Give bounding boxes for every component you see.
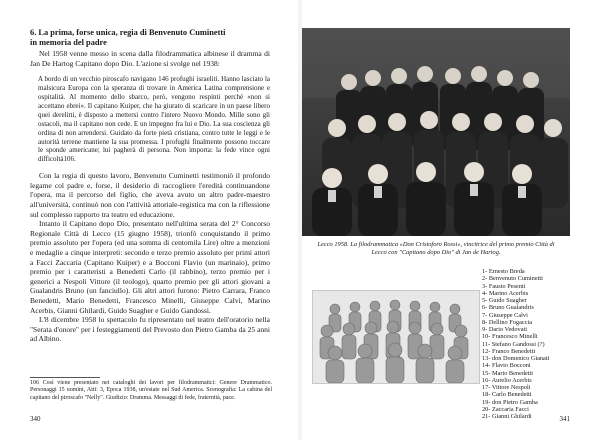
name-entry: 16- Aurelio Acerbis [482, 376, 532, 384]
plot-quote: A bordo di un vecchio piroscafo navigano 146 profughi israeliti. Hanno lasciato la malsicura Europa con la speranza di trovare in America Latina comprensione e ospitalità. Al momento dello sbarco, però, vengono respinti perché «non si accettano ebrei». Il capitano Kuiper, che ha giurato di scaricare in un paese libero quei derelitti, è disposto a mettersi contro l'intero Nuovo Mondo. Mille sono gli ostacoli, ma il capitano non cede. E un impegno fra lui e Dio. La sua coscienza gli ordina di non arrendersi. Guidato da forte pietà cristiana, contro tutte le leggi e le autorità terrene mantiene la sua promessa. I profughi finalmente possono toccare le sponde americane; lui pagherà di persona. Non importa: la fede vince ogni difficoltà106. [38, 75, 270, 164]
photo-caption: Lecco 1958. La filodrammatica «Don Cristoforo Rossi», vincitrice del primo premio Città di Lecco con "Capitano dopo Dio" di Jan de Hartog. [317, 241, 555, 256]
name-entry: 7- Giuseppe Calvi [482, 311, 528, 319]
name-entry: 21- Gianni Ghilardi [482, 413, 532, 420]
name-entry: 2- Benvenuto Cuminetti [482, 275, 543, 283]
section-heading-line-2: in memoria del padre [30, 38, 107, 47]
name-entry: 6- Bruno Gualandris [482, 304, 534, 312]
left-page [0, 0, 298, 440]
name-entry: 20- Zaccaria Facci [482, 405, 529, 413]
page-number-right: 341 [559, 415, 570, 423]
names-legend [482, 268, 582, 420]
group-photo [302, 28, 570, 236]
name-entry: 4- Marino Acerbis [482, 289, 529, 297]
left-text-column [30, 28, 270, 344]
page-number-left: 340 [30, 415, 41, 423]
name-entry: 14- Flavio Bocconi [482, 362, 531, 370]
name-entry: 10- Francesco Minelli [482, 333, 538, 341]
paragraph-2: Intanto il Capitano dopo Dio, presentato nell'ultima serata del 2° Concorso Regionale Città di Lecco (15 giugno 1958), trionfò conquistando il primo premio assoluto per l'opera (ed una somma di centomila Lire) oltre a menzioni e medaglie a cinque interpreti: secondo e terzo premio assoluto per primi attori a Facci Zaccaria (Capitano Kuiper) e a Bocconi Flavio (un marinaio), primo premio per i caratteristi a Benedetti Carlo (il rabbino), terzo premio per i generici a Nespoli Vittore (il teologo), quarto premio per gli attori giovani a Gualandris Bruno (un fanciullo). Gli altri attori furono: Pietro Carrara, Franco Benedetti, Mario Benedetti, Francesco Minelli, Giuseppe Calvi, Marino Acerbis, Gianni Ghilardi, Guido Suagher e Guido Gandossi. [30, 219, 270, 315]
name-entry: 18- Carlo Benedetti [482, 391, 532, 399]
name-entry: 9- Dario Vedovati [482, 326, 528, 333]
numbered-silhouette-key [312, 290, 480, 384]
section-heading [30, 28, 270, 48]
name-entry: 12- Franco Benedetti [482, 347, 536, 355]
intro-paragraph: Nel 1958 venne messo in scena dalla filodrammatica albinese il dramma di Jan De Hartog Capitano dopo Dio. L'azione si svolge nel 1938: [30, 49, 270, 68]
name-entry: 15- Mario Benedetti [482, 369, 534, 377]
group-photo-image [302, 28, 570, 236]
name-entry: 5- Guido Suagher [482, 297, 527, 304]
footnote-rule [30, 377, 100, 378]
name-entry: 11- Stefano Gandossi (?) [482, 340, 545, 348]
name-entry: 19- don Pietro Gamba [482, 398, 538, 406]
name-entry: 13- don Domenico Gianati [482, 355, 550, 362]
silhouette-key-image [313, 291, 479, 383]
name-entry: 3- Fausto Pesenti [482, 282, 526, 290]
footnote: 106 Così viene presentato nei cataloghi dei lavori per filodrammatici: Genere Drammatico. Personaggi 15 uomini, Atti: 3, Epoca 1938, un'estate nel Sud America. Scenografia: La cabina del capitano del piroscafo "Nelly". Giudizio: Dramma. Messaggi di fede, fraternità, pace. [30, 380, 272, 401]
paragraph-1: Con la regia di questo lavoro, Benvenuto Cuminetti testimoniò il profondo legame col padre e, forse, il desiderio di raccogliere l'eredità continuandone l'opera, ma il percorso del figlio, che aveva avuto un altro padre-maestro all'università, continuò non con l'attività attoriale-registica ma con la riflessione sul complesso rapporto tra teatro ed educazione. [30, 171, 270, 219]
name-entry: 1- Ernesto Breda [482, 268, 525, 275]
body-text [30, 49, 270, 344]
section-heading-line-1: 6. La prima, forse unica, regia di Benvenuto Cuminetti [30, 28, 226, 37]
paragraph-3: L'8 dicembre 1958 lo spettacolo fu ripresentato nel teatro dell'oratorio nella "Serata d'onore" per i festeggiamenti del Prevosto don Pietro Gamba da 25 anni ad Albino. [30, 315, 270, 344]
name-entry: 8- Dellino Fogaccia [482, 318, 533, 326]
name-entry: 17- Vittore Nespoli [482, 384, 531, 391]
